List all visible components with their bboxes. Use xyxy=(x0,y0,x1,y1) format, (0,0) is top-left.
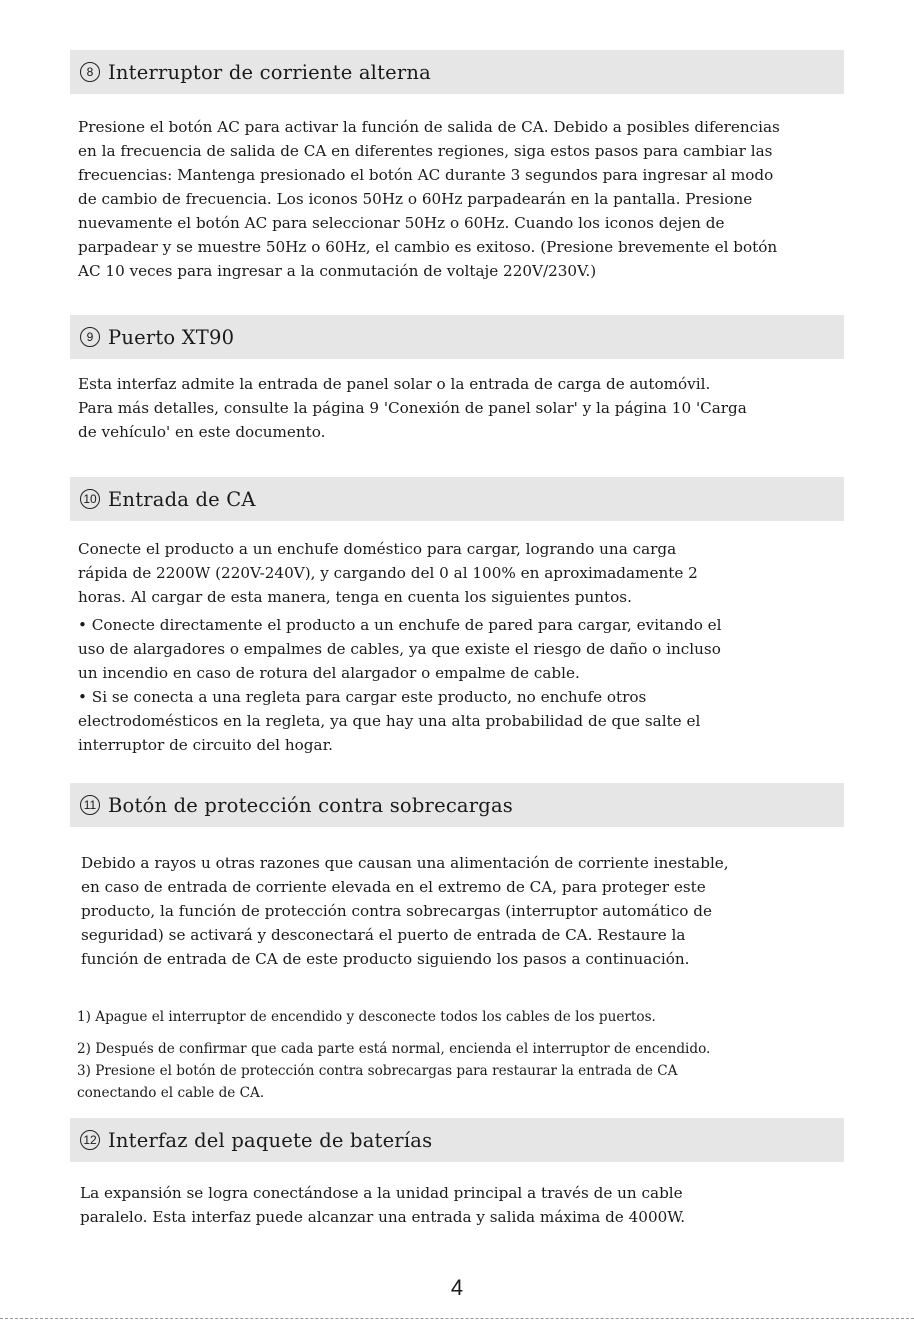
body-line: Para más detalles, consulte la página 9 'Conexión de panel solar' y la página 10 'Carga xyxy=(78,399,747,417)
body-line: Esta interfaz admite la entrada de panel solar o la entrada de carga de automóvil. xyxy=(78,375,711,393)
body-line: de vehículo' en este documento. xyxy=(78,423,326,441)
body-line: un incendio en caso de rotura del alargador o empalme de cable. xyxy=(78,664,580,682)
section-11-header xyxy=(70,783,844,827)
body-line: función de entrada de CA de este producto siguiendo los pasos a continuación. xyxy=(81,950,690,968)
step-line: conectando el cable de CA. xyxy=(77,1085,265,1101)
section-10-title: Entrada de CA xyxy=(108,487,256,511)
section-11-body xyxy=(81,851,729,971)
section-10-body xyxy=(78,537,722,757)
page-number: 4 xyxy=(450,1275,464,1300)
step-line: 1) Apague el interruptor de encendido y desconecte todos los cables de los puertos. xyxy=(77,1009,656,1025)
section-11-title: Botón de protección contra sobrecargas xyxy=(108,793,513,817)
section-8-header xyxy=(70,50,844,94)
section-8-body xyxy=(78,115,780,283)
body-line: uso de alargadores o empalmes de cables, ya que existe el riesgo de daño o incluso xyxy=(78,640,721,658)
section-10-header xyxy=(70,477,844,521)
step-line: 3) Presione el botón de protección contra sobrecargas para restaurar la entrada de CA xyxy=(77,1063,678,1079)
section-8-title: Interruptor de corriente alterna xyxy=(108,60,431,84)
section-9-body xyxy=(78,372,747,444)
footer-divider xyxy=(0,1318,914,1319)
section-12-title: Interfaz del paquete de baterías xyxy=(108,1128,433,1152)
body-line: Debido a rayos u otras razones que causan una alimentación de corriente inestable, xyxy=(81,854,729,872)
circled-number-10: 10 xyxy=(80,489,100,509)
body-line: parpadear y se muestre 50Hz o 60Hz, el cambio es exitoso. (Presione brevemente el botón xyxy=(78,238,778,256)
bullet-line: • Si se conecta a una regleta para cargar este producto, no enchufe otros xyxy=(78,688,647,706)
step-line: 2) Después de confirmar que cada parte está normal, encienda el interruptor de encendido. xyxy=(77,1041,711,1057)
body-line: Conecte el producto a un enchufe doméstico para cargar, logrando una carga xyxy=(78,540,677,558)
body-line: seguridad) se activará y desconectará el puerto de entrada de CA. Restaure la xyxy=(81,926,686,944)
body-line: AC 10 veces para ingresar a la conmutación de voltaje 220V/230V.) xyxy=(78,262,597,280)
section-9-title: Puerto XT90 xyxy=(108,325,235,349)
body-line: paralelo. Esta interfaz puede alcanzar una entrada y salida máxima de 4000W. xyxy=(80,1208,686,1226)
circled-number-12: 12 xyxy=(80,1130,100,1150)
body-line: en la frecuencia de salida de CA en diferentes regiones, siga estos pasos para cambiar las xyxy=(78,142,773,160)
circled-number-11: 11 xyxy=(80,795,100,815)
circled-number-8: 8 xyxy=(80,62,100,82)
body-line: interruptor de circuito del hogar. xyxy=(78,736,333,754)
body-line: horas. Al cargar de esta manera, tenga en cuenta los siguientes puntos. xyxy=(78,588,632,606)
section-12-body xyxy=(80,1181,685,1229)
body-line: Presione el botón AC para activar la función de salida de CA. Debido a posibles diferencias xyxy=(78,118,780,136)
circled-number-9: 9 xyxy=(80,327,100,347)
body-line: rápida de 2200W (220V-240V), y cargando del 0 al 100% en aproximadamente 2 xyxy=(78,564,698,582)
body-line: de cambio de frecuencia. Los iconos 50Hz o 60Hz parpadearán en la pantalla. Presione xyxy=(78,190,753,208)
body-line: nuevamente el botón AC para seleccionar 50Hz o 60Hz. Cuando los iconos dejen de xyxy=(78,214,725,232)
body-line: en caso de entrada de corriente elevada en el extremo de CA, para proteger este xyxy=(81,878,706,896)
section-11-steps xyxy=(77,1006,710,1104)
body-line: La expansión se logra conectándose a la unidad principal a través de un cable xyxy=(80,1184,683,1202)
body-line: producto, la función de protección contra sobrecargas (interruptor automático de xyxy=(81,902,712,920)
bullet-line: • Conecte directamente el producto a un enchufe de pared para cargar, evitando el xyxy=(78,616,722,634)
body-line: electrodomésticos en la regleta, ya que hay una alta probabilidad de que salte el xyxy=(78,712,701,730)
section-9-header xyxy=(70,315,844,359)
body-line: frecuencias: Mantenga presionado el botón AC durante 3 segundos para ingresar al modo xyxy=(78,166,774,184)
section-12-header xyxy=(70,1118,844,1162)
